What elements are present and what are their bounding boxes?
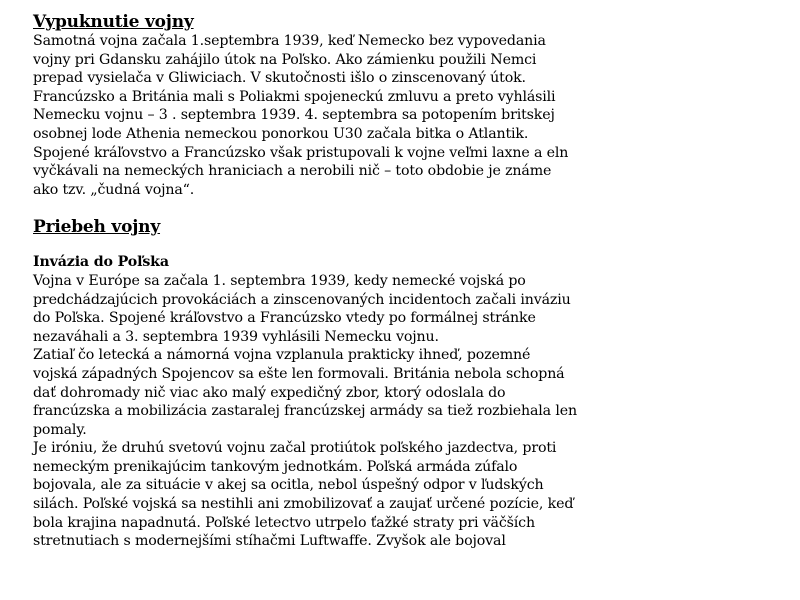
section-spacer — [33, 199, 653, 217]
text-line: silách. Poľské vojská sa nestihli ani zmobilizovať a zaujať určené pozície, keď — [33, 496, 574, 513]
text-line: vojská západných Spojencov sa ešte len formovali. Británia nebola schopná — [33, 365, 565, 382]
text-line: stretnutiach s modernejšími stíhačmi Luftwaffe. Zvyšok ale bojoval — [33, 533, 506, 550]
text-line: dať dohromady nič viac ako malý expedičný zbor, ktorý odoslala do — [33, 384, 506, 401]
text-line: Samotná vojna začala 1.septembra 1939, keď Nemecko bez vypovedania — [33, 33, 546, 49]
section-spacer — [33, 237, 653, 253]
paragraph-invasion — [33, 272, 653, 551]
text-line: francúzska a mobilizácia zastaralej francúzskej armády sa tiež rozbiehala len — [33, 403, 577, 420]
text-line: osobnej lode Athenia nemeckou ponorkou U30 začala bitka o Atlantik. — [33, 125, 529, 142]
text-line: Nemecku vojnu – 3 . septembra 1939. 4. septembra sa potopením britskej — [33, 107, 555, 124]
text-line: Je iróniu, že druhú svetovú vojnu začal protiútok poľského jazdectva, proti — [33, 440, 557, 457]
subheading-invasion-of-poland: Invázia do Poľska — [33, 254, 169, 271]
text-line: ako tzv. „čudná vojna“. — [33, 181, 195, 198]
text-line: bola krajina napadnutá. Poľské letectvo utrpelo ťažké straty pri väčších — [33, 514, 535, 531]
text-line: vyčkávali na nemeckých hraniciach a nerobili nič – toto obdobie je známe — [33, 163, 552, 180]
text-line: nezaváhali a 3. septembra 1939 vyhlásili Nemecku vojnu. — [33, 328, 439, 345]
text-line: Zatiaľ čo letecká a námorná vojna vzplanula prakticky ihneď, pozemné — [33, 347, 531, 364]
text-line: Francúzsko a Británia mali s Poliakmi spojeneckú zmluvu a preto vyhlásili — [33, 88, 556, 105]
text-line: do Poľska. Spojené kráľovstvo a Francúzsko vtedy po formálnej stránke — [33, 310, 536, 327]
paragraph-outbreak — [33, 32, 653, 199]
text-line: bojovala, ale za situácie v akej sa ocitla, nebol úspešný odpor v ľudských — [33, 477, 544, 494]
text-line: nemeckým prenikajúcim tankovým jednotkám. Poľská armáda zúfalo — [33, 458, 518, 475]
text-line: vojny pri Gdansku zahájilo útok na Poľsko. Ako zámienku použili Nemci — [33, 51, 537, 68]
text-line: pomaly. — [33, 421, 87, 438]
text-line: Vojna v Európe sa začala 1. septembra 1939, kedy nemecké vojská po — [33, 272, 526, 289]
text-line: Spojené kráľovstvo a Francúzsko však pristupovali k vojne veľmi laxne a eln — [33, 144, 569, 161]
document-page — [33, 12, 653, 551]
section-heading-outbreak: Vypuknutie vojny — [33, 12, 194, 32]
text-line: prepad vysielača v Gliwiciach. V skutočnosti išlo o zinscenovaný útok. — [33, 70, 526, 87]
text-line: predchádzajúcich provokáciách a zinscenovaných incidentoch začali inváziu — [33, 291, 571, 308]
section-heading-course-of-war: Priebeh vojny — [33, 217, 161, 238]
